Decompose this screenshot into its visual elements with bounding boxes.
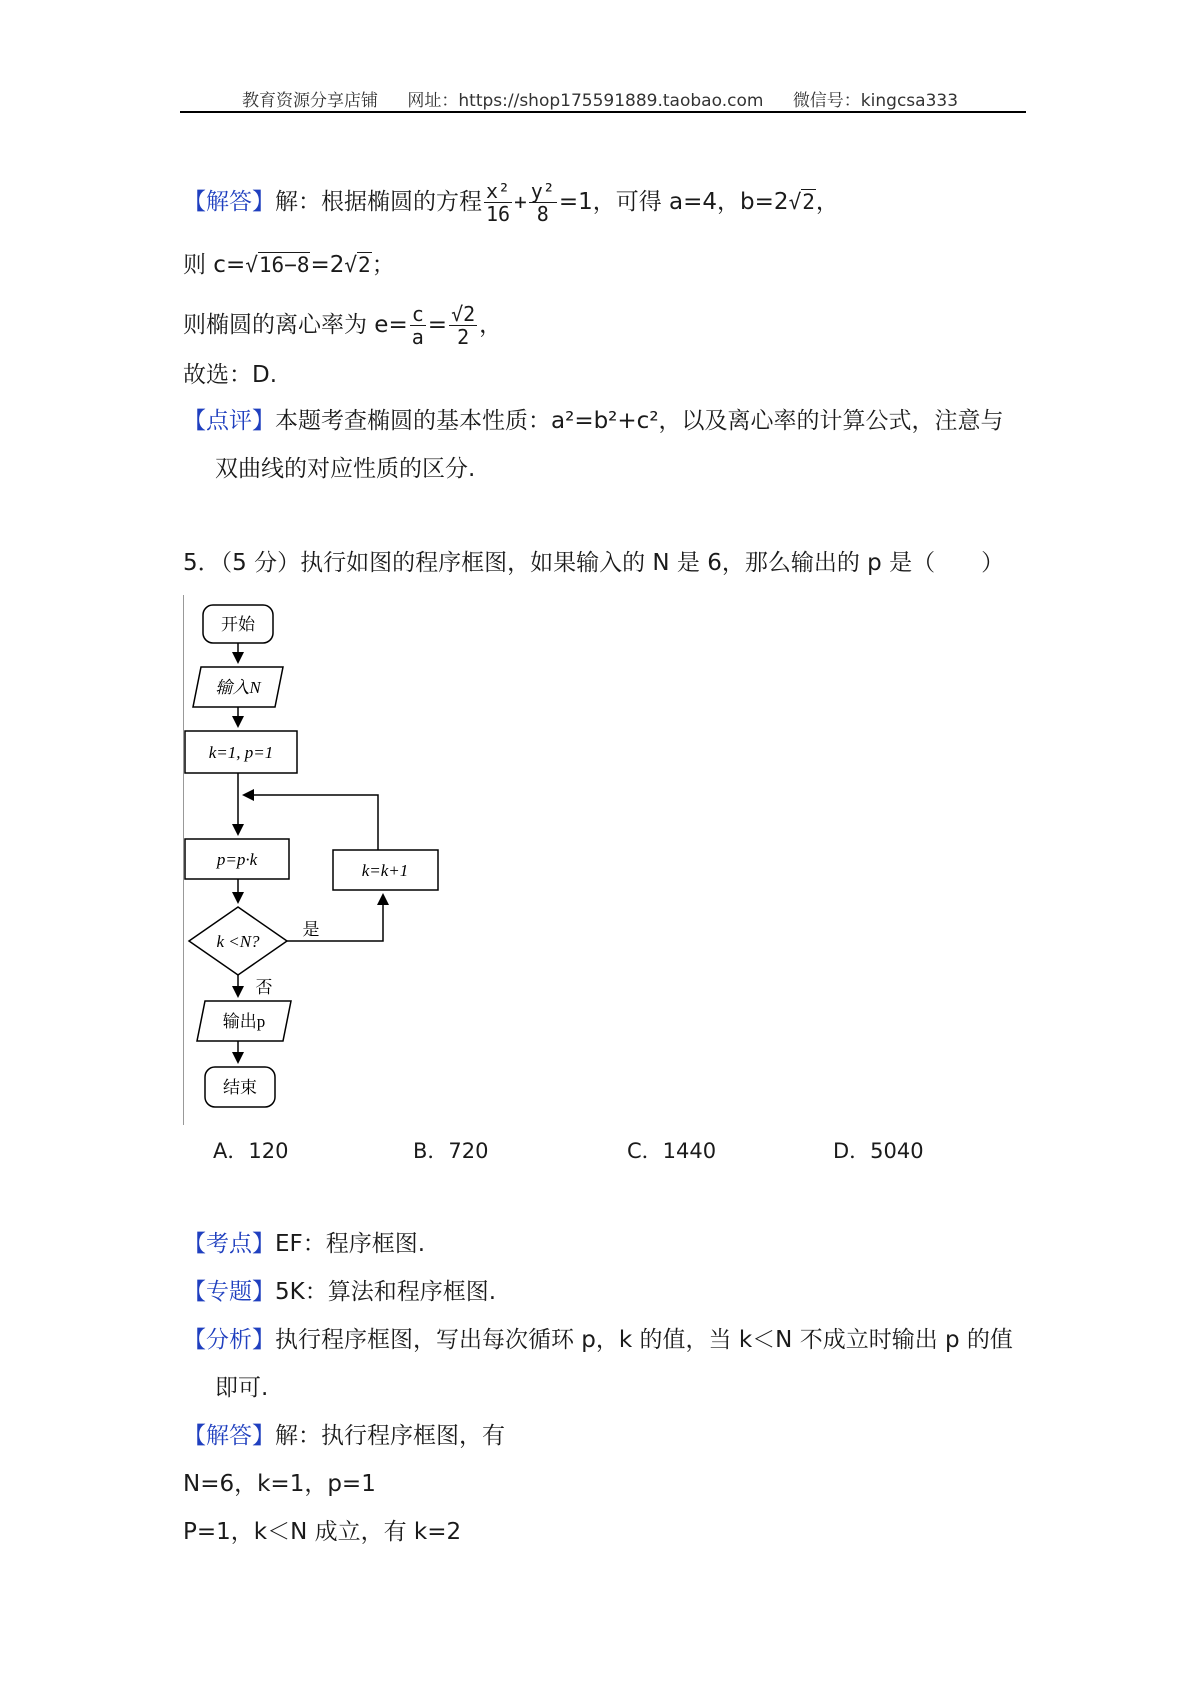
fenxi-line-1: 【分析】执行程序框图，写出每次循环 p，k 的值，当 k＜N 不成立时输出 p 的值 <box>183 1327 1013 1353</box>
answer-values: =1，可得 a=4，b=2 <box>558 189 789 215</box>
header-rule <box>180 111 1026 113</box>
answer-line-4: 故选：D. <box>183 362 278 388</box>
fraction-c-a: $\frac{c}{a}$ <box>411 302 424 349</box>
kaodian-tag: 【考点】 <box>183 1231 275 1257</box>
zhuanti-tag: 【专题】 <box>183 1279 275 1305</box>
comment-text: 本题考查椭圆的基本性质：a²=b²+c²，以及离心率的计算公式，注意与 <box>275 408 1004 434</box>
flow-output-label: 输出p <box>222 1012 266 1031</box>
answer-tag: 【解答】 <box>183 189 275 215</box>
choice-a[interactable]: A．120 <box>213 1139 289 1163</box>
fraction-x2-16: $\frac{\text{x²}}{16}$ <box>486 179 511 226</box>
sqrt-2: √2 <box>788 190 815 214</box>
header-url[interactable]: 网址：https://shop175591889.taobao.com <box>407 91 764 111</box>
kaodian-line: 【考点】EF：程序框图. <box>183 1231 426 1257</box>
flow-start-label: 开始 <box>221 615 255 634</box>
sqrt-2: √2 <box>344 253 371 277</box>
comment-line-1 <box>183 406 1004 436</box>
header-shop: 教育资源分享店铺 <box>241 91 378 111</box>
flow-input-label: 输入N <box>215 678 261 697</box>
answer-line-3: 则椭圆的离心率为 e= $\frac{c}{a}$ = $\frac{√2}{2}$ ， <box>183 302 503 349</box>
choice-c[interactable]: C．1440 <box>627 1139 717 1163</box>
step-1: N=6，k=1，p=1 <box>183 1471 376 1497</box>
answer-text: 解：根据椭圆的方程 <box>275 189 482 215</box>
comment-tag: 【点评】 <box>183 408 275 434</box>
jieda-line: 【解答】解：执行程序框图，有 <box>183 1423 505 1449</box>
flow-no-label: 否 <box>255 978 273 997</box>
jieda-tag: 【解答】 <box>183 1423 275 1449</box>
question-5-text: 5．（5 分）执行如图的程序框图，如果输入的 N 是 6，那么输出的 p 是（ ） <box>183 550 1005 576</box>
answer-line-1: 【解答】解：根据椭圆的方程 $\frac{\text{x²}}{16}$ + $\frac{\text{y²}}{8}$ =1，可得 a=4，b=2√2， <box>183 179 839 226</box>
sqrt-16-8: √16−8 <box>245 253 310 277</box>
choice-b[interactable]: B．720 <box>413 1139 489 1163</box>
flow-assign-label: p=p·k <box>216 850 258 869</box>
flow-end-label: 结束 <box>223 1078 257 1097</box>
flow-increment-label: k=k+1 <box>361 861 409 880</box>
flow-init-label: k=1, p=1 <box>208 743 274 762</box>
fenxi-tag: 【分析】 <box>183 1327 275 1353</box>
zhuanti-line: 【专题】5K：算法和程序框图. <box>183 1279 497 1305</box>
fraction-y2-8: $\frac{\text{y²}}{8}$ <box>530 179 555 226</box>
plus-sign: + <box>514 190 527 214</box>
flowchart <box>183 595 463 1125</box>
flow-condition-label: k <N? <box>216 932 260 951</box>
header-wechat: 微信号：kingcsa333 <box>792 91 959 111</box>
flow-yes-label: 是 <box>302 920 320 939</box>
page-header <box>0 86 1200 111</box>
fenxi-line-2: 即可. <box>215 1375 269 1401</box>
answer-line-2: 则 c=√16−8=2√2； <box>183 252 395 278</box>
step-2: P=1，k＜N 成立，有 k=2 <box>183 1519 462 1545</box>
fraction-sqrt2-2: $\frac{√2}{2}$ <box>451 302 476 349</box>
choice-d[interactable]: D．5040 <box>833 1139 924 1163</box>
comment-line-2: 双曲线的对应性质的区分. <box>215 456 476 482</box>
